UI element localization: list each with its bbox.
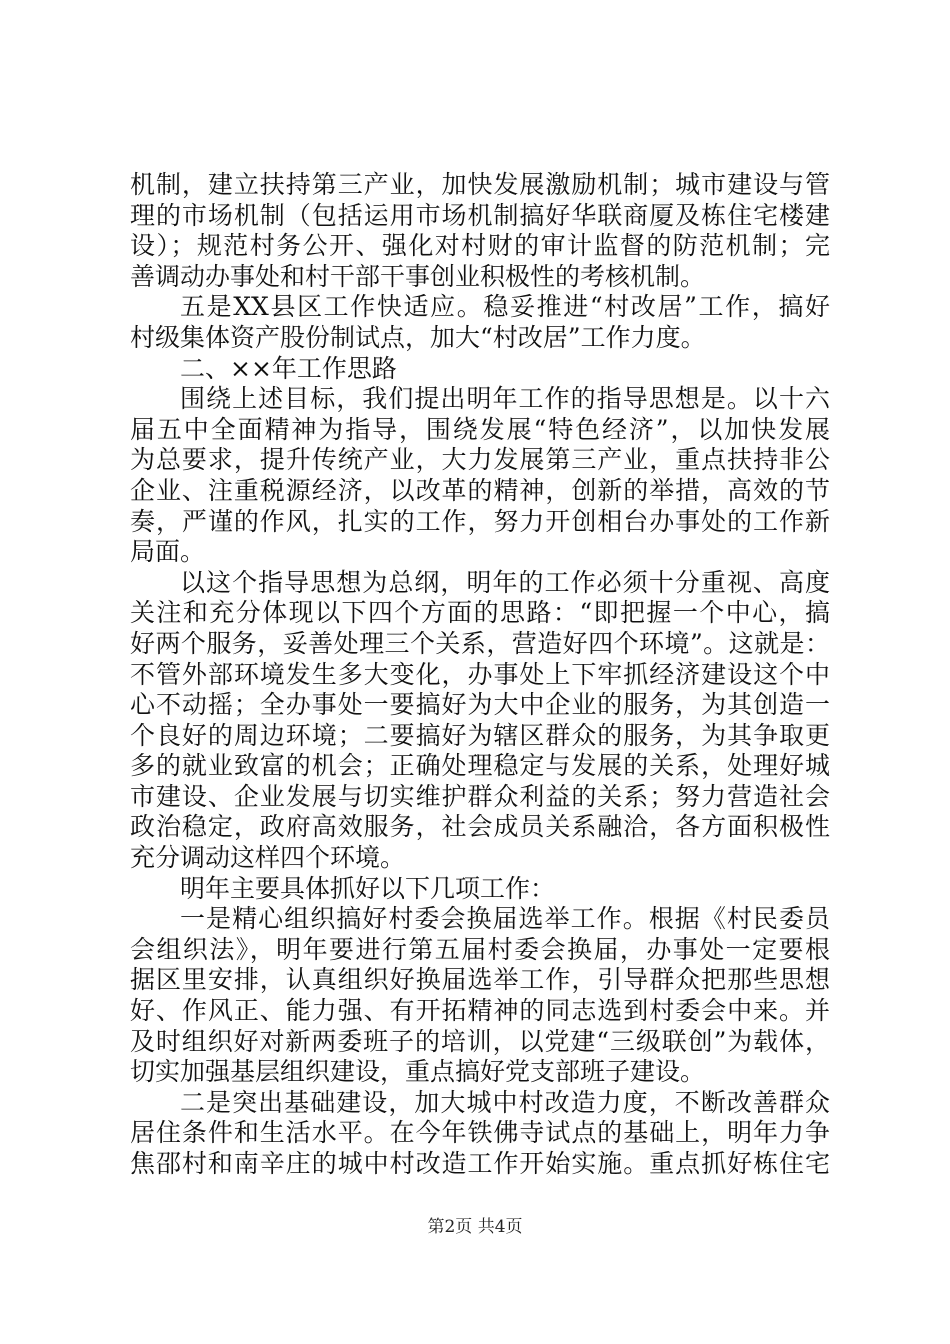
text-line: 企业、注重税源经济，以改革的精神，创新的举措，高效的节 — [130, 475, 830, 505]
text-line: 政治稳定，政府高效服务，社会成员关系融洽，各方面积极性 — [130, 812, 830, 842]
text-line: 好、作风正、能力强、有开拓精神的同志选到村委会中来。并 — [130, 996, 830, 1026]
text-line: 充分调动这样四个环境。 — [130, 843, 406, 873]
text-line: 以这个指导思想为总纲，明年的工作必须十分重视、高度 — [180, 567, 830, 597]
text-line: 理的市场机制（包括运用市场机制搞好华联商厦及栋住宅楼建 — [130, 200, 830, 230]
text-line: 五是XX县区工作快适应。稳妥推进“村改居”工作，搞好 — [180, 292, 830, 322]
text-line: 二是突出基础建设，加大城中村改造力度，不断改善群众 — [180, 1087, 830, 1117]
text-line: 二、××年工作思路 — [180, 353, 397, 383]
text-line: 届五中全面精神为指导，围绕发展“特色经济”，以加快发展 — [130, 414, 830, 444]
text-line: 围绕上述目标，我们提出明年工作的指导思想是。以十六 — [180, 384, 830, 414]
text-line: 心不动摇；全办事处一要搞好为大中企业的服务，为其创造一 — [130, 690, 830, 720]
page-footer: 第2页 共4页 — [427, 1217, 523, 1237]
text-line: 切实加强基层组织建设，重点搞好党支部班子建设。 — [130, 1057, 706, 1087]
text-line: 局面。 — [130, 537, 206, 567]
text-line: 奏，严谨的作风，扎实的工作，努力开创相台办事处的工作新 — [130, 506, 830, 536]
text-line: 为总要求，提升传统产业，大力发展第三产业，重点扶持非公 — [130, 445, 830, 475]
text-line: 居住条件和生活水平。在今年铁佛寺试点的基础上，明年力争 — [130, 1118, 830, 1148]
text-line: 会组织法》，明年要进行第五届村委会换届，办事处一定要根 — [130, 934, 830, 964]
text-line: 村级集体资产股份制试点，加大“村改居”工作力度。 — [130, 322, 706, 352]
text-line: 市建设、企业发展与切实维护群众利益的关系；努力营造社会 — [130, 781, 830, 811]
text-line: 关注和充分体现以下四个方面的思路：“即把握一个中心，搞 — [130, 598, 830, 628]
document-body — [130, 170, 830, 1180]
text-line: 一是精心组织搞好村委会换届选举工作。根据《村民委员 — [180, 904, 830, 934]
text-line: 设）；规范村务公开、强化对村财的审计监督的防范机制；完 — [130, 231, 830, 261]
text-line: 个良好的周边环境；二要搞好为辖区群众的服务，为其争取更 — [130, 720, 830, 750]
text-line: 善调动办事处和村干部干事创业积极性的考核机制。 — [130, 261, 706, 291]
text-line: 焦邵村和南辛庄的城中村改造工作开始实施。重点抓好栋住宅 — [130, 1149, 830, 1178]
text-line: 明年主要具体抓好以下几项工作： — [180, 873, 556, 903]
text-line: 不管外部环境发生多大变化，办事处上下牢抓经济建设这个中 — [130, 659, 830, 689]
text-line: 多的就业致富的机会；正确处理稳定与发展的关系，处理好城 — [130, 751, 830, 781]
text-line: 机制，建立扶持第三产业，加快发展激励机制；城市建设与管 — [130, 170, 830, 199]
text-line: 据区里安排，认真组织好换届选举工作，引导群众把那些思想 — [130, 965, 830, 995]
text-line: 及时组织好对新两委班子的培训，以党建“三级联创”为载体， — [130, 1026, 830, 1056]
text-line: 好两个服务，妥善处理三个关系，营造好四个环境”。这就是： — [130, 628, 830, 658]
